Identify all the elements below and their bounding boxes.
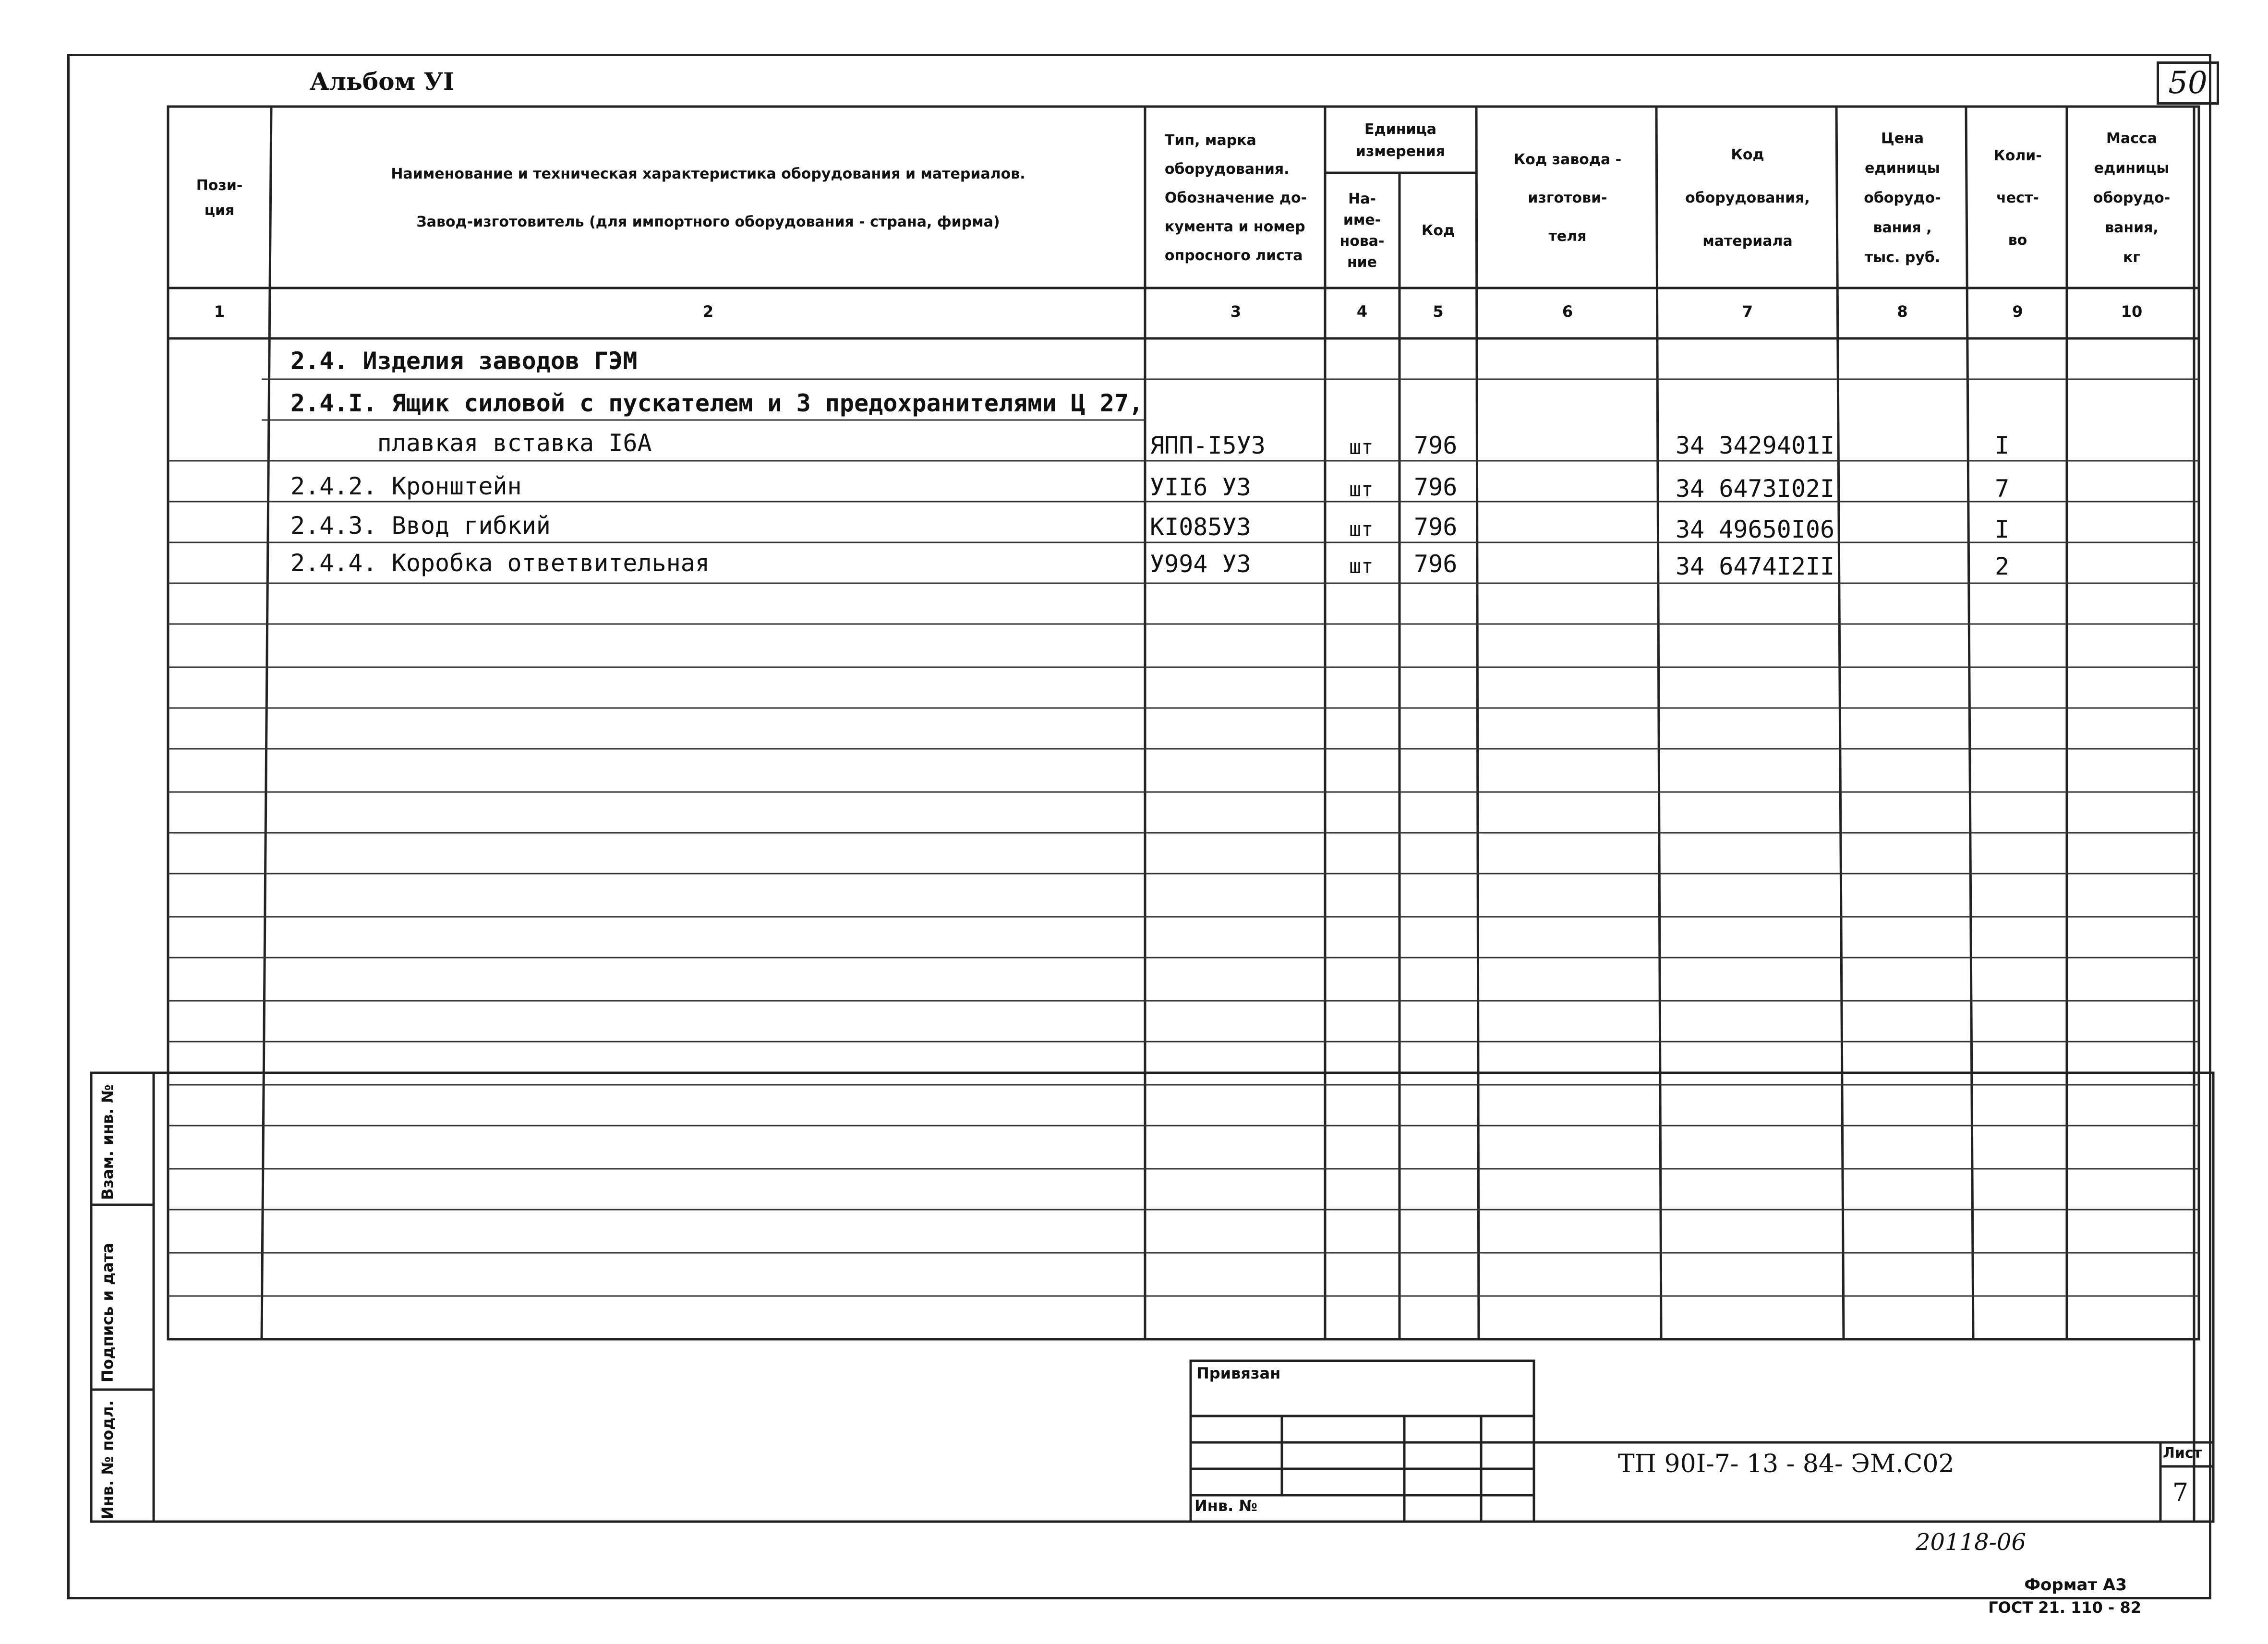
row-qty: 7 bbox=[1995, 475, 2010, 503]
sheet-label: Лист bbox=[2163, 1445, 2202, 1462]
row-eq-code: 34 6473I02I bbox=[1676, 475, 1835, 503]
stamp-bound-label: Привязан bbox=[1196, 1364, 1281, 1382]
handwritten-number: 20118-06 bbox=[1916, 1529, 2026, 1556]
gost-label: ГОСТ 21. 110 - 82 bbox=[1988, 1598, 2141, 1617]
header-price: Цена единицы оборудо- вания , тыс. руб. bbox=[1864, 130, 1941, 266]
row-name: 2.4.4. Коробка ответвительная bbox=[290, 549, 710, 577]
side-label-inv-zam: Взам. инв. № bbox=[98, 1084, 117, 1200]
side-label-inv-podl: Инв. № подл. bbox=[98, 1400, 117, 1519]
header-type: Тип, марка оборудования. Обозначение до- кумента и номер опросного листа bbox=[1164, 132, 1307, 264]
row-qty: 2 bbox=[1995, 552, 2010, 580]
row-code: 796 bbox=[1414, 473, 1458, 501]
col-num-4: 4 bbox=[1356, 302, 1368, 321]
format-label: Формат А3 bbox=[2024, 1575, 2127, 1595]
row-unit: шт bbox=[1349, 478, 1374, 501]
col-num-10: 10 bbox=[2121, 302, 2143, 321]
row-code: 796 bbox=[1414, 432, 1458, 459]
album-title: Альбом УI bbox=[310, 67, 455, 96]
row-type: УII6 У3 bbox=[1150, 473, 1251, 501]
stamp-inv-label: Инв. № bbox=[1194, 1497, 1257, 1515]
row-eq-code: 34 3429401I bbox=[1676, 432, 1835, 459]
col-num-6: 6 bbox=[1562, 302, 1573, 321]
row-eq-code: 34 49650I06 bbox=[1676, 516, 1835, 543]
doc-code: ТП 90I-7- 13 - 84- ЭМ.С02 bbox=[1618, 1450, 1954, 1478]
col-num-3: 3 bbox=[1230, 302, 1242, 321]
header-unit: Единица измерения bbox=[1355, 120, 1446, 160]
col-num-9: 9 bbox=[2012, 302, 2023, 321]
col-num-1: 1 bbox=[214, 302, 225, 321]
header-factory-code: Код завода - изготови- теля bbox=[1513, 151, 1622, 245]
header-unit-code: Код bbox=[1421, 222, 1455, 239]
row-type: КI085У3 bbox=[1150, 513, 1251, 541]
row-code: 796 bbox=[1414, 513, 1458, 541]
row-code: 796 bbox=[1414, 550, 1458, 578]
col-num-2: 2 bbox=[702, 302, 714, 321]
header-name: Наименование и техническая характеристика оборудования и материалов. Завод-изготовитель (для импортного оборудования - страна, фирма) bbox=[391, 165, 1025, 230]
header-quantity: Коли- чест- во bbox=[1993, 147, 2042, 249]
col-num-7: 7 bbox=[1742, 302, 1753, 321]
header-unit-name: На- име- нова- ние bbox=[1339, 191, 1385, 271]
row-qty: I bbox=[1995, 516, 2010, 543]
row-qty: I bbox=[1995, 432, 2010, 459]
row-unit: шт bbox=[1349, 554, 1374, 578]
row-name: 2.4.2. Кронштейн bbox=[290, 472, 522, 500]
col-num-8: 8 bbox=[1897, 302, 1908, 321]
row-unit: шт bbox=[1349, 517, 1374, 541]
side-label-sign-date: Подпись и дата bbox=[98, 1243, 117, 1382]
row-name: плавкая вставка I6А bbox=[290, 429, 652, 457]
row-name: 2.4.I. Ящик силовой с пускателем и 3 предохранителями Ц 27, bbox=[290, 389, 1144, 417]
header-mass: Масса единицы оборудо- вания, кг bbox=[2093, 130, 2171, 266]
header-equipment-code: Код оборудования, материала bbox=[1685, 146, 1810, 250]
row-name: 2.4.3. Ввод гибкий bbox=[290, 512, 551, 540]
page-number: 50 bbox=[2157, 61, 2219, 105]
col-num-5: 5 bbox=[1433, 302, 1444, 321]
sheet-number: 7 bbox=[2172, 1478, 2189, 1507]
row-eq-code: 34 6474I2II bbox=[1676, 552, 1835, 580]
row-unit: шт bbox=[1349, 435, 1374, 459]
header-position: Пози- ция bbox=[196, 177, 243, 219]
row-type: ЯПП-I5У3 bbox=[1150, 432, 1266, 459]
row-name: 2.4. Изделия заводов ГЭМ bbox=[290, 347, 638, 375]
row-type: У994 У3 bbox=[1150, 550, 1251, 578]
